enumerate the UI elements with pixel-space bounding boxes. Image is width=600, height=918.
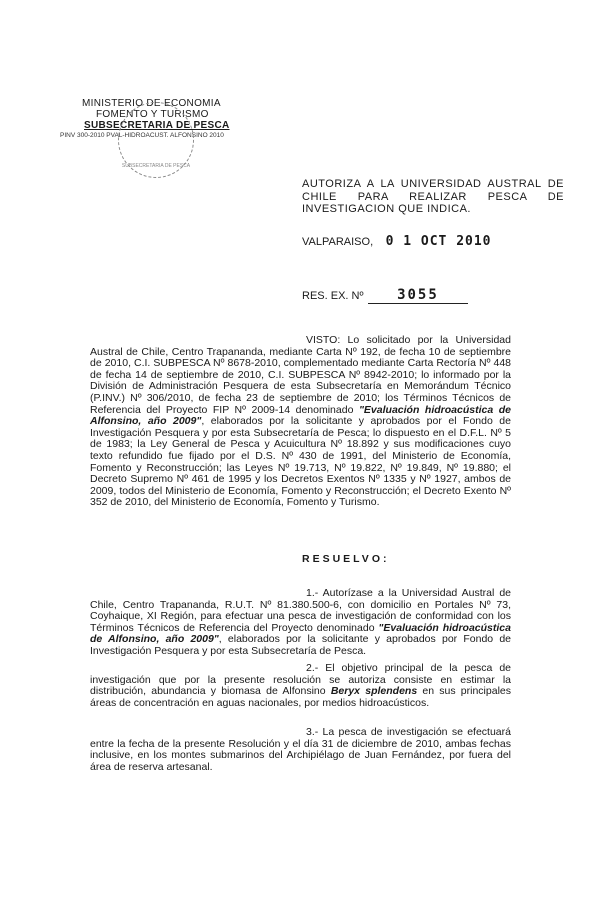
- resolution-subject: AUTORIZA A LA UNIVERSIDAD AUSTRAL DE CHILE PARA REALIZAR PESCA DE INVESTIGACION QUE INDICA.: [302, 178, 564, 215]
- resolution-number-line: [302, 286, 468, 304]
- item-2-text-1: 2.- El objetivo principal de la pesca de investigación que por la presente resolución se autoriza consiste en estimar la distribución, abundancia y biomasa de Alfonsino: [90, 662, 511, 698]
- date-stamp: 0 1 OCT 2010: [385, 234, 492, 249]
- date-line: [302, 232, 492, 250]
- subsecretaria-name: SUBSECRETARIA DE PESCA: [84, 120, 230, 131]
- visto-paragraph: [90, 335, 511, 509]
- item-1-project-title: "Evaluación hidroacústica de Alfonsino, año 2009": [90, 621, 511, 646]
- official-seal: [118, 102, 194, 178]
- resolution-item-1: [90, 588, 511, 658]
- item-1-text-1: 1.- Autorízase a la Universidad Austral de Chile, Centro Trapananda, R.U.T. Nº 81.380.500-6, con domicilio en Portales Nº 73, Coyhaique, XI Región, para efectuar una pesca de investigación de conformidad con los Términos Técnicos de Referencia del Proyecto denominado: [90, 587, 511, 634]
- ministry-name-line2: FOMENTO Y TURISMO: [96, 109, 209, 120]
- item-1-text-2: , elaborados por la solicitante y aprobados por Fondo de Investigación Pesquera y por esta Subsecretaría de Pesca.: [90, 633, 511, 657]
- resuelvo-heading: RESUELVO:: [302, 553, 390, 565]
- ministry-name-line1: MINISTERIO DE ECONOMIA: [82, 98, 221, 109]
- resolution-item-3: 3.- La pesca de investigación se efectuará entre la fecha de la presente Resolución y el día 31 de diciembre de 2010, ambas fechas inclusive, en los montes submarinos del Archipiélago de Juan Fernández, por fuera del área de reserva artesanal.: [90, 726, 511, 773]
- date-place: VALPARAISO,: [302, 236, 374, 248]
- resolution-label: RES. EX. Nº: [302, 290, 364, 302]
- item-2-text-2: en sus principales áreas de concentración en aguas nacionales, por medios hidroacústicos.: [90, 685, 511, 709]
- visto-text-1: VISTO: Lo solicitado por la Universidad Austral de Chile, Centro Trapananda, mediante Carta Nº 192, de fecha 10 de septiembre de 2010, C.I. SUBPESCA Nº 8678-2010, complementado mediante Carta Rectoría Nº 448 de fecha 14 de septiembre de 2010, C.I. SUBPESCA Nº 8942-2010; lo informado por la División de Administración Pesquera de esta Subsecretaría en Memorándum Técnico (P.INV.) Nº 306/2010, de fecha 23 de septiembre de 2010; los Términos Técnicos de Referencia del Proyecto FIP Nº 2009-14 denominado: [90, 334, 511, 416]
- resolution-item-2: [90, 663, 511, 709]
- resolution-number: 3055: [368, 287, 468, 304]
- seal-text: SUBSECRETARIA DE PESCA: [121, 163, 191, 169]
- item-2-species-name: Beryx splendens: [330, 685, 418, 698]
- visto-project-title: "Evaluación hidroacústica de Alfonsino, año 2009": [90, 403, 511, 428]
- visto-text-2: , elaborados por la solicitante y aprobados por el Fondo de Investigación Pesquera y por esta Subsecretaría de Pesca; lo dispuesto en el D.F.L. Nº 5 de 1983; la Ley General de Pesca y Acuicultura Nº 18.892 y sus modificaciones cuyo texto refundido fue fijado por el D.S. Nº 430 de 1991, del Ministerio de Economía, Fomento y Reconstrucción; las Leyes Nº 19.713, Nº 19.822, Nº 19.849, Nº 19.880; el Decreto Supremo Nº 461 de 1995 y los Decretos Exentos Nº 1335 y Nº 1927, ambos de 2009, todos del Ministerio de Economía, Fomento y Reconstrucción; el Decreto Exento Nº 352 de 2010, del Ministerio de Economía, Fomento y Turismo.: [90, 415, 511, 509]
- reference-code: PINV 300-2010 PVAL-HIDROACUST. ALFONSINO 2010: [60, 132, 224, 139]
